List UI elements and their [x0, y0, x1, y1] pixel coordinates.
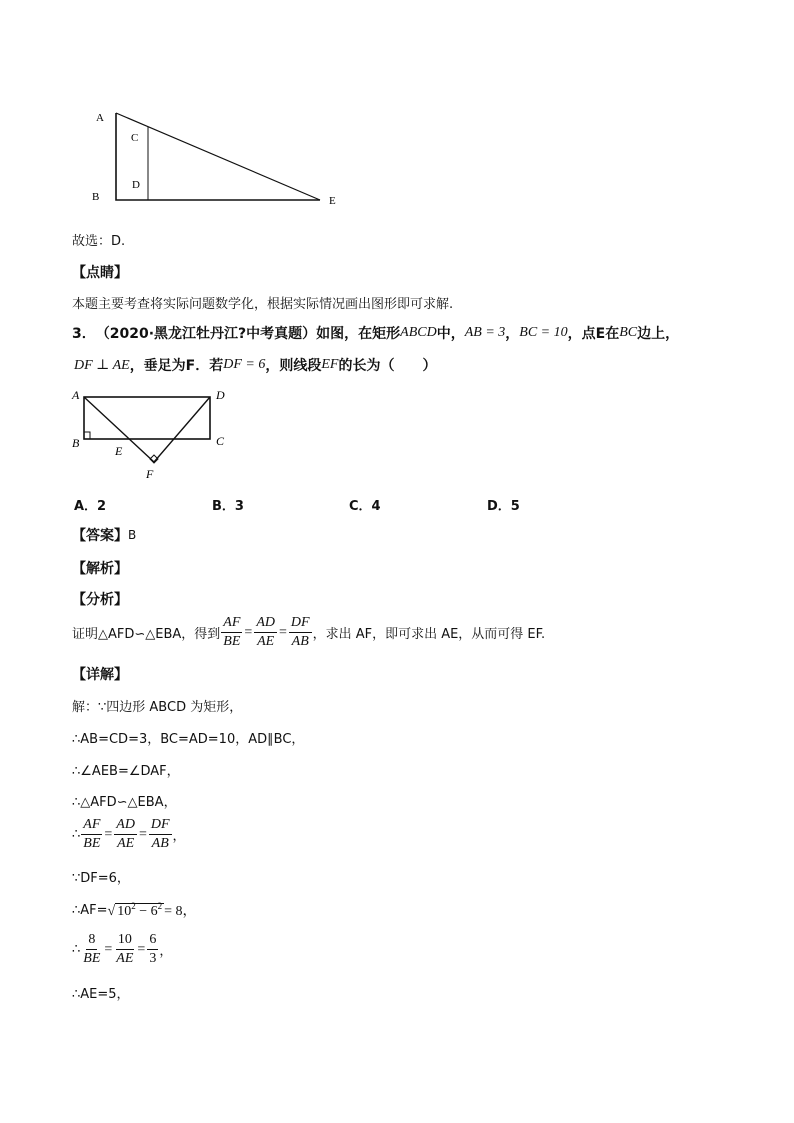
step-3: ∴∠AEB=∠DAF，: [72, 764, 180, 779]
rectangle-figure: [66, 385, 246, 485]
problem3-line2: [74, 355, 436, 375]
fraction: $\frac{AD}{AE}$: [256, 615, 275, 649]
problem-text: ，点E在: [567, 326, 620, 342]
analysis-line: 证明△AFD∽△EBA，得到 $\frac{AF}{BE}$ = $\frac{AD}{AE}$ = $\frac{DF}{AB}$ ，求出 AF，即可求出 AE，从而可得 EF.: [72, 615, 546, 649]
option-c: C．4: [349, 499, 381, 514]
problem-source: （2020·黑龙江牡丹江?中考真题）: [95, 326, 317, 342]
answer-value: B: [128, 528, 137, 542]
fraction: $\frac{DF}{AB}$: [150, 817, 170, 851]
heading-jiexi: 【解析】: [72, 561, 128, 577]
problem3-line1: [72, 323, 679, 343]
fig1-label-a: A: [96, 112, 104, 124]
fig1-label-c: C: [131, 132, 139, 144]
step-4: ∴△AFD∽△EBA，: [72, 795, 177, 810]
fig1-label-e: E: [329, 195, 336, 207]
step-5: ∴ $\frac{AF}{BE}$ = $\frac{AD}{AE}$ = $\frac{DF}{AB}$ ，: [72, 817, 186, 851]
fig2-label-c: C: [216, 434, 225, 448]
fraction: $\frac{AF}{BE}$: [83, 817, 101, 851]
answer-line: [72, 525, 136, 545]
fig2-label-d: D: [216, 388, 225, 402]
fig2-label-f: F: [146, 467, 154, 481]
analysis-text: 证明△AFD∽△EBA，得到: [72, 627, 221, 642]
fig1-label-b: B: [92, 191, 100, 203]
step-text: ∴AF=: [72, 902, 108, 918]
math-ab: AB = 3: [464, 325, 506, 340]
fig2-label-a: A: [72, 388, 80, 402]
problem-text: 中，: [436, 326, 465, 342]
triangle-figure: [88, 105, 348, 215]
problem-text: ，则线段: [265, 358, 322, 374]
therefore-symbol: ∴: [72, 827, 81, 842]
math-abcd: ABCD: [400, 325, 437, 340]
heading-xiangjie: 【详解】: [72, 667, 128, 683]
step-7: [72, 900, 197, 920]
square-root: √ $10^2 - 6^2$: [107, 900, 163, 919]
heading-dianjing: 【点睛】: [72, 265, 128, 281]
problem-text: 边上，: [637, 326, 680, 342]
fig2-label-e: E: [115, 444, 123, 458]
option-d: D．5: [487, 499, 520, 514]
fraction: $\frac{6}{3}$: [149, 932, 157, 966]
analysis-text: ，求出 AF，即可求出 AE，从而可得 EF.: [312, 627, 546, 642]
option-a: A．2: [74, 499, 107, 514]
fraction: $\frac{AD}{AE}$: [116, 817, 135, 851]
math-ef: EF: [321, 357, 339, 372]
fraction: $\frac{10}{AE}$: [116, 932, 134, 966]
step-9: ∴AE=5，: [72, 987, 130, 1002]
problem-text: ，: [505, 326, 520, 342]
heading-fenxi: 【分析】: [72, 592, 128, 608]
step-8: ∴ $\frac{8}{BE}$ = $\frac{10}{AE}$ = $\frac{6}{3}$ ，: [72, 932, 173, 966]
answer-heading: 【答案】: [72, 528, 128, 544]
step-6: ∵DF=6，: [72, 871, 130, 886]
option-b: B．3: [212, 499, 244, 514]
problem-number: 3．: [72, 326, 96, 342]
therefore-symbol: ∴: [72, 942, 81, 957]
step-text: ，: [172, 829, 186, 844]
fig2-label-b: B: [72, 436, 80, 450]
step-1: 解：∵四边形 ABCD 为矩形，: [72, 700, 243, 715]
problem-text: ，垂足为F．若: [129, 358, 224, 374]
step-text: ，: [159, 944, 173, 959]
step-text: = 8，: [164, 904, 197, 919]
fraction: $\frac{AF}{BE}$: [223, 615, 241, 649]
problem-text: 如图，在矩形: [316, 326, 401, 342]
math-df: DF = 6: [223, 357, 266, 372]
dianjing-text: 本题主要考查将实际问题数学化，根据实际情况画出图形即可求解.: [72, 297, 454, 312]
fig1-label-d: D: [132, 179, 140, 191]
problem-text: 的长为（ ）: [338, 358, 437, 374]
math-bc: BC = 10: [519, 325, 568, 340]
math-df-perp: DF ⊥ AE: [74, 357, 130, 373]
conclusion-line: 故选：D.: [72, 234, 126, 249]
fraction: $\frac{8}{BE}$: [83, 932, 101, 966]
math-bc-seg: BC: [619, 325, 638, 340]
fraction: $\frac{DF}{AB}$: [290, 615, 310, 649]
step-2: ∴AB=CD=3，BC=AD=10，AD∥BC，: [72, 732, 305, 747]
